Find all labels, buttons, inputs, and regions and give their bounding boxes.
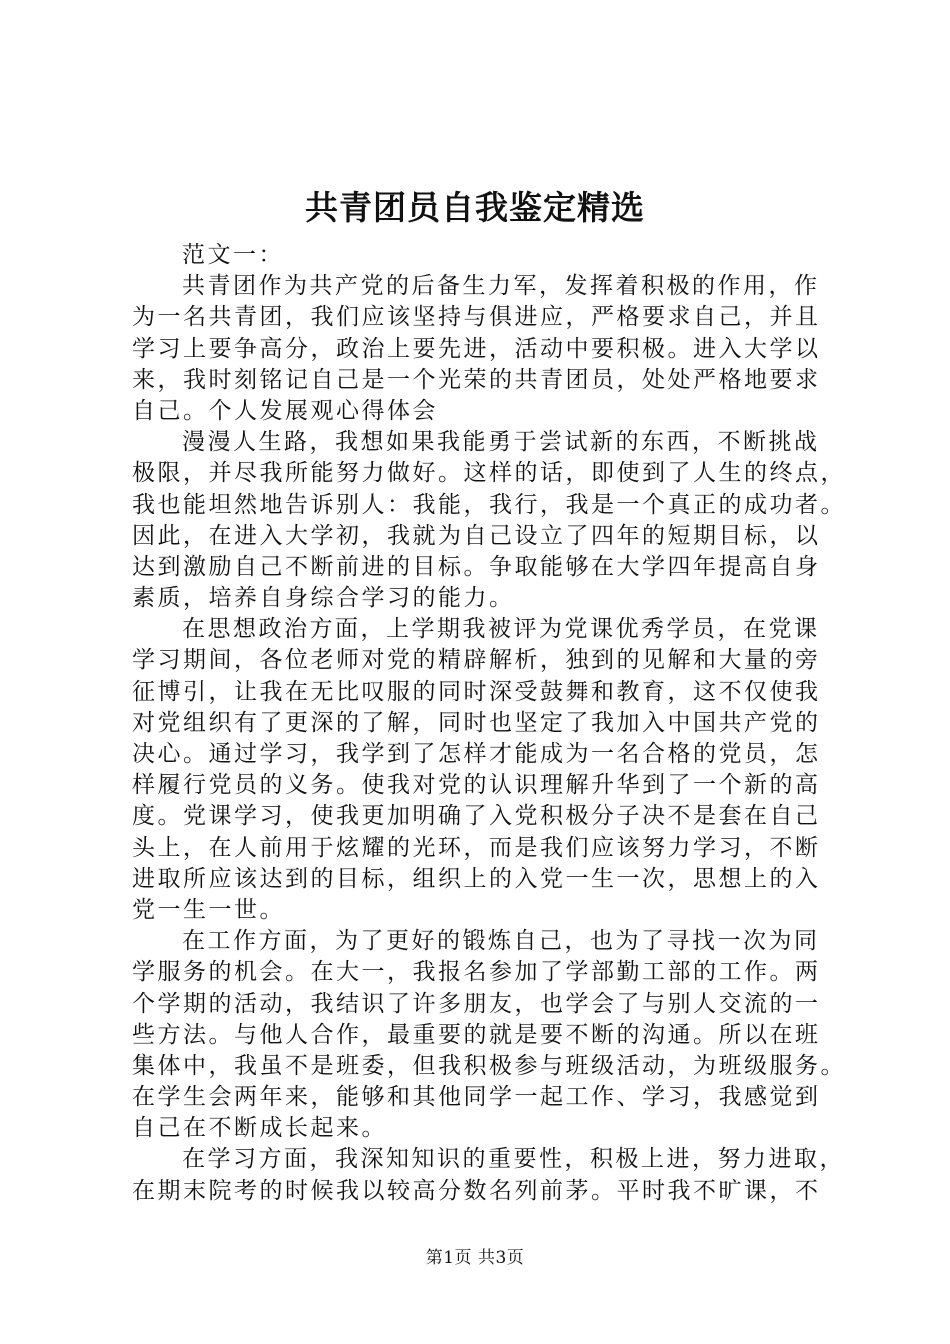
- text-line: 漫漫人生路，我想如果我能勇于尝试新的东西，不断挑战: [182, 429, 820, 456]
- text-line: 学服务的机会。在大一，我报名参加了学部勤工部的工作。两: [132, 959, 821, 986]
- text-line: 进取所应该达到的目标，组织上的入党一生一次，思想上的入: [132, 865, 821, 892]
- text-line: 学习上要争高分，政治上要先进，活动中要积极。进入大学以: [132, 335, 821, 362]
- text-line: 达到激励自己不断前进的目标。争取能够在大学四年提高自身: [132, 553, 821, 580]
- text-line: 个学期的活动，我结识了许多朋友，也学会了与别人交流的一: [132, 990, 821, 1017]
- text-line: 因此，在进入大学初，我就为自己设立了四年的短期目标，以: [132, 522, 821, 549]
- text-line: 对党组织有了更深的了解，同时也坚定了我加入中国共产党的: [132, 709, 821, 736]
- text-line: 在学习方面，我深知知识的重要性，积极上进，努力进取，: [182, 1146, 845, 1173]
- text-line: 集体中，我虽不是班委，但我积极参与班级活动，为班级服务。: [132, 1052, 846, 1079]
- text-line: 自己在不断成长起来。: [132, 1115, 387, 1142]
- text-line: 些方法。与他人合作，最重要的就是要不断的沟通。所以在班: [132, 1021, 821, 1048]
- text-line: 来，我时刻铭记自己是一个光荣的共青团员，处处严格地要求: [132, 366, 821, 393]
- document-title: 共青团员自我鉴定精选: [305, 188, 645, 227]
- text-line: 共青团作为共产党的后备生力军，发挥着积极的作用，作: [182, 273, 820, 300]
- text-line: 在期末院考的时候我以较高分数名列前茅。平时我不旷课，不: [132, 1177, 821, 1204]
- text-line: 学习期间，各位老师对党的精辟解析，独到的见解和大量的旁: [132, 647, 821, 674]
- text-line: 极限，并尽我所能努力做好。这样的话，即使到了人生的终点，: [132, 460, 846, 487]
- text-line: 素质，培养自身综合学习的能力。: [132, 585, 515, 612]
- text-line: 在工作方面，为了更好的锻炼自己，也为了寻找一次为同: [182, 928, 820, 955]
- text-line: 在思想政治方面，上学期我被评为党课优秀学员，在党课: [182, 616, 820, 643]
- text-line: 在学生会两年来，能够和其他同学一起工作、学习，我感觉到: [132, 1084, 821, 1111]
- text-line: 头上，在人前用于炫耀的光环，而是我们应该努力学习，不断: [132, 834, 821, 861]
- document-body: [132, 240, 846, 1207]
- text-line: 范文一：: [182, 242, 284, 268]
- text-line: 自己。个人发展观心得体会: [132, 397, 438, 424]
- page-footer: 第1页 共3页: [425, 1248, 525, 1268]
- text-line: 为一名共青团，我们应该坚持与俱进应，严格要求自己，并且: [132, 304, 821, 331]
- text-line: 征博引，让我在无比叹服的同时深受鼓舞和教育，这不仅使我: [132, 678, 821, 705]
- text-line: 我也能坦然地告诉别人：我能，我行，我是一个真正的成功者。: [132, 491, 846, 518]
- text-line: 样履行党员的义务。使我对党的认识理解升华到了一个新的高: [132, 772, 821, 799]
- text-line: 党一生一世。: [132, 896, 285, 923]
- text-line: 度。党课学习，使我更加明确了入党积极分子决不是套在自己: [132, 803, 821, 830]
- text-line: 决心。通过学习，我学到了怎样才能成为一名合格的党员，怎: [132, 741, 821, 767]
